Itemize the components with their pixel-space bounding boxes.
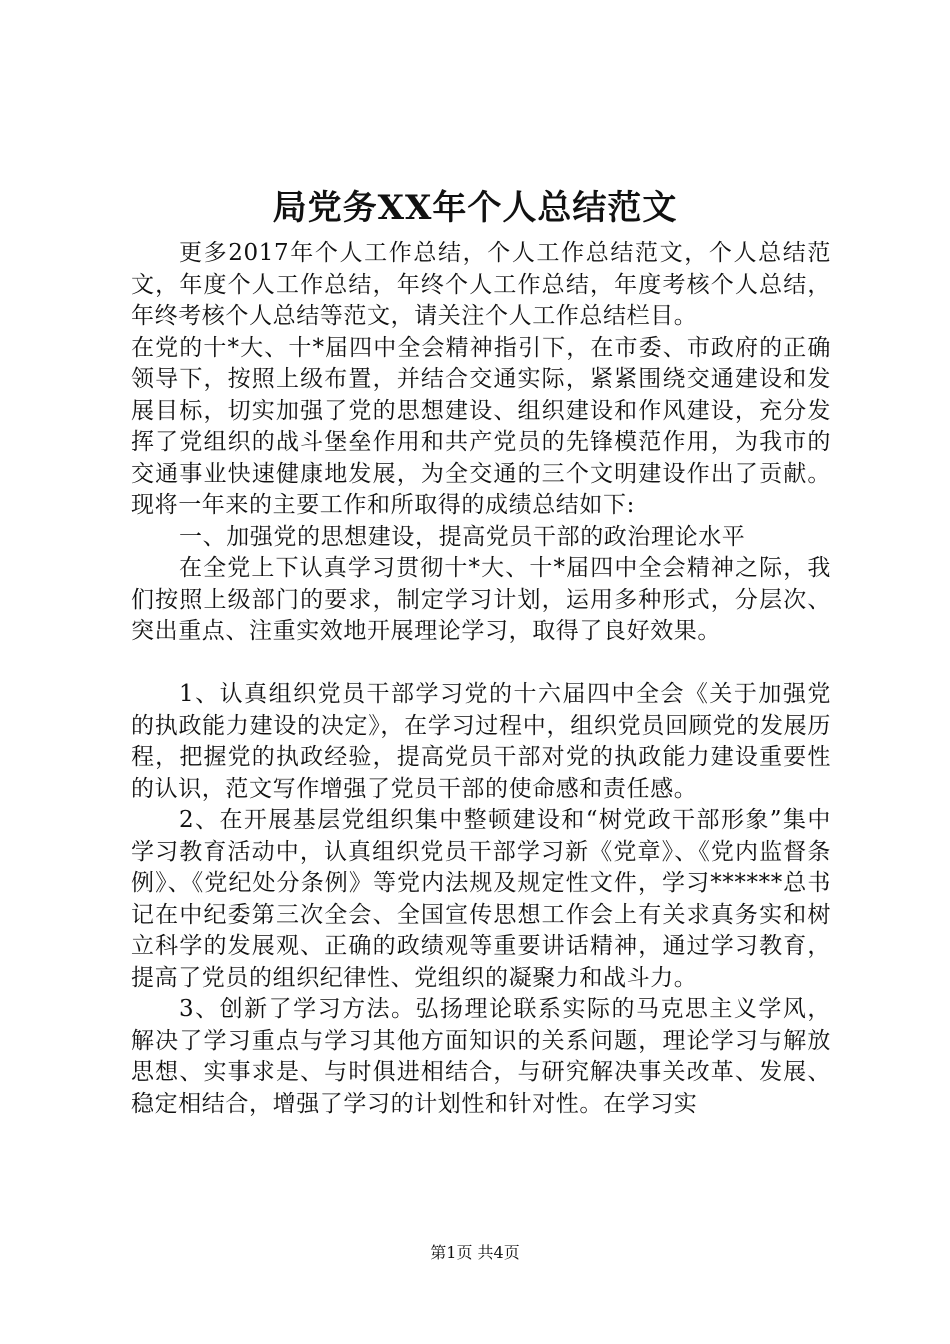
list-item: 1、认真组织党员干部学习党的十六届四中全会《关于加强党的执政能力建设的决定》，在学习过程中，组织党员回顾党的发展历程，把握党的执政经验，提高党员干部对党的执政能力建设重要性的认识，范文写作增强了党员干部的使命感和责任感。 xyxy=(131,681,831,802)
list-item: 3、创新了学习方法。弘扬理论联系实际的马克思主义学风，解决了学习重点与学习其他方面知识的关系问题，理论学习与解放思想、实事求是、与时俱进相结合，与研究解决事关改革、发展、稳定相结合，增强了学习的计划性和针对性。在学习实 xyxy=(131,996,831,1117)
document-body xyxy=(131,238,831,1120)
opening-paragraph: 在党的十*大、十*届四中全会精神指引下，在市委、市政府的正确领导下，按照上级布置，并结合交通实际，紧紧围绕交通建设和发展目标，切实加强了党的思想建设、组织建设和作风建设，充分发挥了党组织的战斗堡垒作用和共产党员的先锋模范作用，为我市的交通事业快速健康地发展，为全交通的三个文明建设作出了贡献。现将一年来的主要工作和所取得的成绩总结如下: xyxy=(131,334,831,518)
blank-line xyxy=(131,648,831,680)
list-item: 2、在开展基层党组织集中整顿建设和“树党政干部形象”集中学习教育活动中，认真组织党员干部学习新《党章》、《党内监督条例》、《党纪处分条例》等党内法规及规定性文件，学习******总书记在中纪委第三次全会、全国宣传思想工作会上有关求真务实和树立科学的发展观、正确的政绩观等重要讲话精神，通过学习教育，提高了党员的组织纪律性、党组织的凝聚力和战斗力。 xyxy=(131,807,831,991)
page-footer: 第1页 共4页 xyxy=(430,1243,520,1262)
section-heading: 一、加强党的思想建设，提高党员干部的政治理论水平 xyxy=(179,523,746,550)
section-paragraph: 在全党上下认真学习贯彻十*大、十*届四中全会精神之际，我们按照上级部门的要求，制定学习计划，运用多种形式，分层次、突出重点、注重实效地开展理论学习，取得了良好效果。 xyxy=(131,555,831,644)
intro-paragraph: 更多2017年个人工作总结，个人工作总结范文，个人总结范文，年度个人工作总结，年终个人工作总结，年度考核个人总结，年终考核个人总结等范文，请关注个人工作总结栏目。 xyxy=(131,240,831,329)
document-title: 局党务XX年个人总结范文 xyxy=(272,188,678,228)
